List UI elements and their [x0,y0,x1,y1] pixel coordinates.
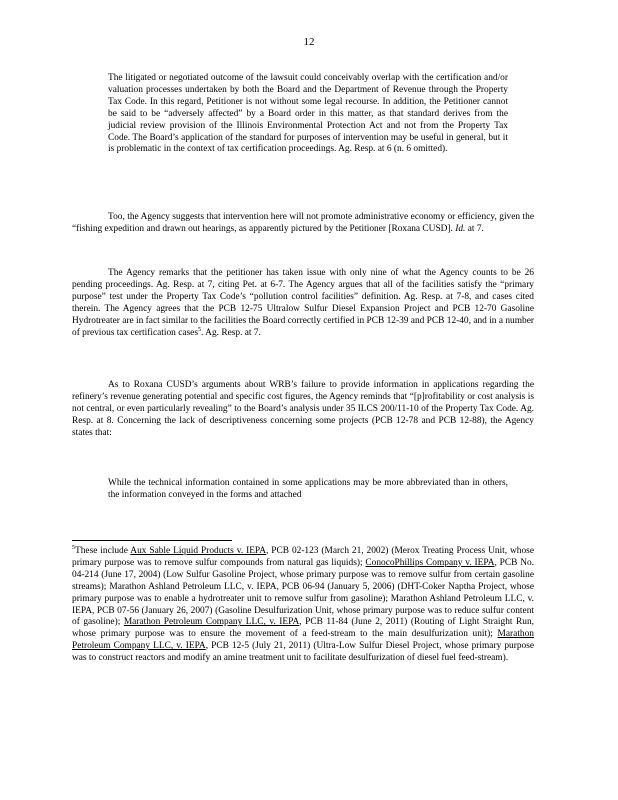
citation-id: Id. [455,223,466,234]
footnote-text: , PCB 02-123 (March 21, 2002) (Merox Treating Process Unit, whose primary purpose was to remove sulfur compounds from natural gas liquids); [72,546,534,568]
block-quote-2: While the technical information contained in some applications may be more abbreviated than in others, the information conveyed in the forms and attached [108,478,508,500]
footnote-text: These include [75,546,131,556]
case-name: ConocoPhillips Company v. IEPA [365,557,495,568]
footnote-marker: 5 [72,544,75,551]
footnote-separator [72,540,232,541]
footnote-text: , PCB 12-5 (July 21, 2011) (Ultra-Low Sulfur Diesel Project, whose primary purpose was to construct reactors and modify an amine treatment unit to facilitate desulfurization of diesel fuel feed-stream). [72,641,535,664]
paragraph-tail: . Ag. Resp. at 7. [201,327,261,338]
block-quote-1: The litigated or negotiated outcome of the lawsuit could conceivably overlap with the certification and/or valuation processes undertaken by both the Board and the Department of Revenue through the Property Tax Code. In this regard, Petitioner is not without some legal recourse. In addition, the Petitioner cannot be said to be “adversely affected” by a Board order in this matter, as that standard derives from the judicial review provision of the Illinois Environmental Protection Act and not from the Property Tax Code. The Board’s application of the standard for purposes of intervention may be useful in general, but it is problematic in the context of tax certification proceedings. Ag. Resp. at 6 (n. 6 omitted). [108,73,508,155]
footnote-text: , PCB 11-84 (June 2, 2011) (Routing of Light Straight Run, whose primary purpose was to ensure the movement of a feed-stream to the main desulfurization unit); [72,617,534,640]
footnote-reference: 5 [198,326,201,333]
case-name: Aux Sable Liquid Products v. IEPA [130,546,267,556]
footnote-5 [72,546,534,665]
paragraph-roxana-arguments: As to Roxana CUSD’s arguments about WRB’s failure to provide information in applications regarding the refinery’s revenue generating potential and specific cost figures, the Agency reminds that “[p]rofitability or cost analysis is not central, or even particularly revealing” to the Board’s analysis under 35 ILCS 200/11-10 of the Property Tax Code. Ag. Resp. at 8. Concerning the lack of descriptiveness concerning some projects (PCB 12-78 and PCB 12-88), the Agency states that: [72,380,534,438]
paragraph-text: Too, the Agency suggests that intervention here will not promote administrative economy or efficiency, given the “fishing expedition and drawn out hearings, as apparently pictured by the Petitioner [Roxana CUSD]. [72,212,534,234]
page-number: 12 [303,36,315,48]
footnote-text: , PCB No. 04-214 (June 17, 2004) (Low Sulfur Gasoline Project, whose primary purpose was to remove sulfur from certain gasoline streams); Marathon Ashland Petroleum LLC, v. IEPA, PCB 06-94 (January 5, 2006) (DHT-Coker Naptha Project, whose primary purpose was to enable a hydrotreater unit to remove sulfur from gasoline); Marathon Ashland Petroleum LLC, v. IEPA, PCB 07-56 (January 26, 2007) (Gasoline Desulfurization Unit, whose primary purpose was to reduce sulfur content of gasoline); [72,557,534,628]
footnote-body [72,546,534,663]
case-name: Marathon Petroleum Company LLC, v. IEPA [72,629,534,652]
citation-page: at 7. [467,223,484,234]
paragraph-agency-remarks [72,268,534,339]
case-name: Marathon Petroleum Company LLC, v. IEPA [123,617,300,628]
paragraph-agency-intervention [72,212,534,236]
paragraph-text: The Agency remarks that the petitioner has taken issue with only nine of what the Agency counts to be 26 pending proceedings. Ag. Resp. at 7, citing Pet. at 6-7. The Agency argues that all of the facilities satisfy the “primary purpose” test under the Property Tax Code’s “pollution control facilities” definition. Ag. Resp. at 7-8, and cases cited therein. The Agency agrees that the PCB 12-75 Ultralow Sulfur Diesel Expansion Project and PCB 12-70 Gasoline Hydrotreater are in fact similar to the facilities the Board correctly certified in PCB 12-39 and PCB 12-40, and in a number of previous tax certification cases [72,268,534,338]
